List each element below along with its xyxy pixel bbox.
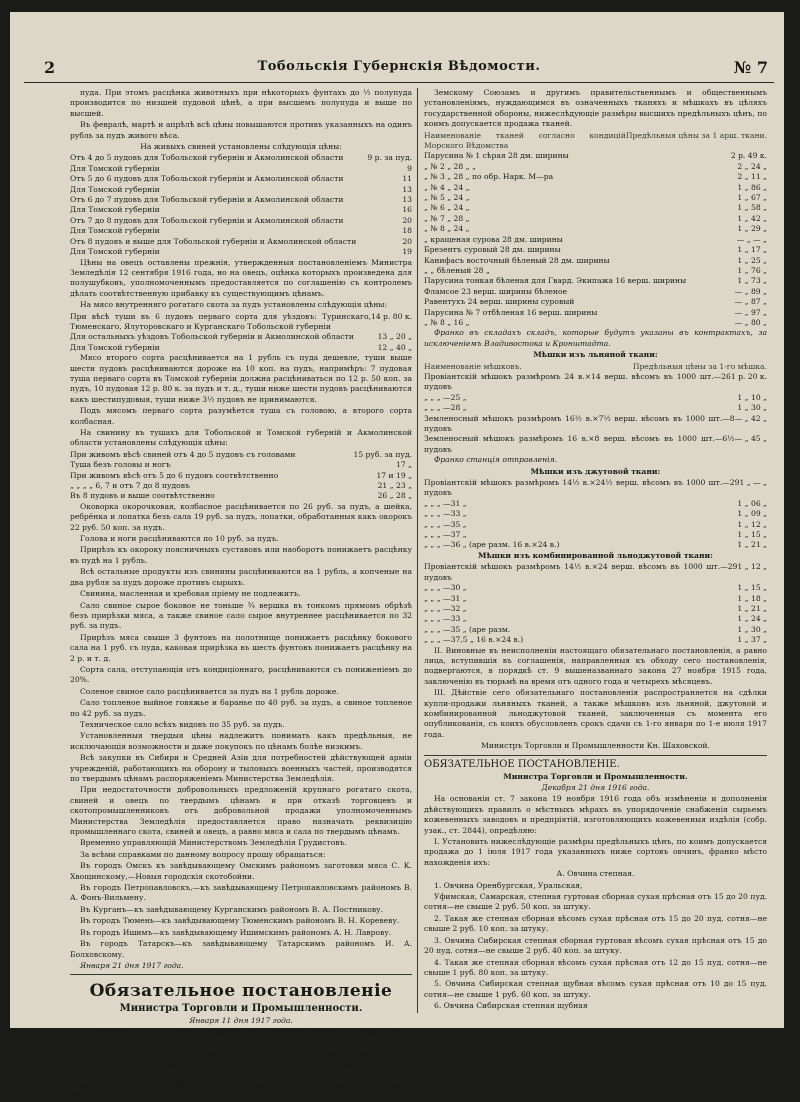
row-label: Отъ 7 до 8 пудовъ для Тобольской губерніи и Акмолинской области — [70, 215, 344, 225]
row-value: — „ 97 „ — [734, 307, 767, 317]
decree-subtitle: Министра Торговли и Промышленности. — [503, 771, 688, 781]
row-value: 18 — [402, 226, 412, 236]
table-row — [424, 245, 767, 255]
row-label: „ № 6 „ 24 „ — [424, 203, 470, 213]
table-row — [424, 183, 767, 193]
paragraph: Техническое сало всѣхъ видовъ по 35 руб. за пудъ. — [80, 719, 285, 729]
row-label: Для Томской губерніи — [70, 342, 160, 352]
row-label: „ „ „ —33 „ — [424, 614, 467, 624]
row-label: „ № 8 „ 16 „ — [424, 317, 470, 327]
row-label: Отъ 4 до 5 пудовъ для Тобольской губерніи и Акмолинской области — [70, 153, 344, 163]
row-label: Провіантскій мѣшокъ размѣромъ 14½ в.×24½ верш. вѣсомъ въ 1000 шт.—29 пудовъ — [424, 478, 740, 498]
row-value: 1 „ 10 „ — [737, 392, 767, 402]
paragraph: На мясо внутренняго рогатаго скота за пудъ установлены слѣдующія цѣны: — [80, 300, 388, 310]
row-label: „ „ „ —31 „ — [424, 498, 467, 508]
table-row — [424, 530, 767, 540]
section-heading: На живыхъ свиней установлены слѣдующія цѣны: — [140, 142, 342, 152]
row-value: 13 — [402, 195, 412, 205]
paragraph: I. Установить въ отношеніи нижеслѣдующихъ поставокъ нижепоименованныхъ льняныхъ тканей, а также мѣшковъ изъ льняной, джутовой и комбинированной льнодджутовой тканей Военному и Морскому Вѣдомствамъ, Министерству Земледѣлія, Военно-Промышленнымъ Комитетамъ, Россійскому Обществу Краснаго Креста, Всероссійскимъ Городскому и — [70, 1049, 412, 1101]
table-row — [70, 481, 412, 491]
row-label: Провіантскій мѣшокъ размѣромъ 24 в.×14 верш. вѣсомъ въ 1000 шт.—26 пудовъ — [424, 371, 731, 392]
row-value: 1 „ 42 „ — [737, 213, 767, 223]
table-row — [424, 172, 767, 182]
row-value: 12 „ 40 „ — [377, 342, 412, 352]
row-value: 1 „ 30 „ — [737, 403, 767, 413]
paragraph: Свинина, масленная и хребовая пріему не подлежитъ. — [80, 589, 301, 599]
section-heading: Мѣшки изъ комбинированной льноджутовой ткани: — [478, 550, 713, 560]
table-row — [424, 509, 767, 519]
pig-price-table — [70, 153, 412, 257]
row-label: Брезентъ суровый 28 дм. ширины — [424, 245, 561, 255]
row-label: Для Томской губерніи — [70, 163, 160, 173]
fabric-table-header — [424, 131, 767, 152]
row-label: Для Томской губерніи — [70, 184, 160, 194]
table-row — [70, 450, 412, 460]
column-header: Предѣльныя цѣны за 1 арш. ткани. — [625, 130, 767, 140]
table-row — [70, 216, 412, 226]
row-label: Отъ 6 до 7 пудовъ для Тобольской губерніи и Акмолинской области — [70, 195, 344, 205]
row-label: При живомъ вѣсѣ свиней отъ 4 до 5 пудовъ съ головами — [70, 449, 296, 459]
table-row — [424, 562, 767, 583]
row-label: „ „ бѣленый 28 „ — [424, 265, 490, 275]
row-value: — „ 89 „ — [734, 286, 767, 296]
paragraph: Оковорка окорочковая, колбасное расцѣнивается по 26 руб. за пудъ, а шейка, ребрёнка и лопатка безъ сала 19 руб. за пудъ, лопатки, обработанныя какъ окорокъ 22 руб. 50 коп. за пудъ. — [70, 501, 412, 532]
side-note: Франко станція отправленія. — [434, 455, 558, 465]
row-label: Отъ 8 пудовъ и выше для Тобольской губерніи и Акмолинской области — [70, 236, 357, 246]
table-row — [424, 614, 767, 624]
row-label: „ № 4 „ 24 „ — [424, 182, 470, 192]
left-column — [70, 88, 412, 1101]
date-line: Января 21 дня 1917 года. — [80, 960, 184, 970]
row-label: Провіантскій мѣшокъ размѣромъ 14½ в.×24 верш. вѣсомъ въ 1000 шт.—29 пудовъ — [424, 562, 738, 582]
table-row — [424, 635, 767, 645]
row-value: 1 „ 15 „ — [737, 530, 767, 540]
row-value: 1 „ 06 „ — [737, 498, 767, 508]
paragraph: 3. Овчина Сибирская степная сборная гуртовая вѣсомъ сухая прѣсная отъ 15 до 20 пуд. сотня—не свыше 2 руб. 40 коп. за штуку. — [424, 935, 767, 956]
paragraph: За всѣми справками по данному вопросу прошу обращаться: — [80, 849, 326, 859]
paragraph: Въ городъ Омскъ къ завѣдывающему Омскимъ райономъ заготовки мяса С. К. Хвощинскому,—Новыя городскія скотобойни. — [70, 861, 412, 881]
table-row — [424, 193, 767, 203]
row-value: — „ 42 „ — [734, 413, 767, 423]
table-row — [70, 343, 412, 353]
table-row — [424, 297, 767, 307]
row-value: 1 „ 76 „ — [737, 265, 767, 275]
paragraph: 2. Такая же степная сборная вѣсомъ сухая прѣсная отъ 15 до 20 пуд. сотня—не свыше 2 руб. 10 коп. за штуку. — [424, 913, 767, 934]
row-value: 17 „ — [395, 460, 412, 470]
row-value: 2 „ 24 „ — [737, 161, 767, 171]
table-row — [424, 224, 767, 234]
row-value: 1 „ 24 „ — [737, 614, 767, 624]
row-label: Земленосный мѣшокъ размѣромъ 16½ в.×7½ верш. вѣсомъ въ 1000 шт.—8 пудовъ — [424, 413, 735, 433]
paragraph: Въ Курганъ—къ завѣдывающему Курганскимъ райономъ В. А. Постникову. — [80, 904, 384, 914]
row-value: 1 „ 15 „ — [737, 583, 767, 593]
row-label: Парусина № 7 отбѣленая 16 верш. ширины — [424, 307, 598, 317]
section-heading: Мѣшки изъ джутовой ткани: — [530, 466, 661, 476]
side-note: Франко въ складахъ складъ, которые будутъ указаны въ контрактахъ, за исключеніемъ Владивостока и Кронштадта. — [424, 328, 767, 348]
row-label: „ „ „ —37,5 „ 16 в.×24 в.) — [424, 635, 524, 645]
decree-date: Января 11 дня 1917 года. — [189, 1016, 293, 1026]
table-row — [424, 372, 767, 393]
signature: Министръ Торговли и Промышленности Кн. Шаховской. — [481, 741, 710, 751]
row-label: Равентухъ 24 верш. ширины суровый — [424, 297, 575, 307]
row-label: Парусина № 1 сѣрая 28 дм. ширины — [424, 151, 569, 161]
row-value: 9 — [407, 163, 412, 173]
paragraph: Соленое свиное сало расцѣнивается за пудъ на 1 рубль дороже. — [80, 686, 339, 696]
row-label: Для Томской губерніи — [70, 205, 160, 215]
paragraph: Мясо второго сорта расцѣнивается на 1 рубль съ пуда дешевле, туши выше шести пудовъ расцѣниваются дороже на 10 коп. на пудъ, напримѣръ: 7 пудовая туша перваго сорта въ Томской губерніи должна расцѣниваться по 12 р. 50 коп. за пудъ, 10 пудовая 12 р. 80 к. за пудъ и т. д., туши ниже шести пудовъ расцѣниваются какъ шестипудовыя, туши ниже 3½ пудовъ не принимаются. — [70, 353, 412, 404]
paragraph: Въ городъ Петропавловскъ,—къ завѣдывающему Петропавловскимъ райономъ В. А. Фонъ-Вильмену. — [70, 883, 412, 903]
paragraph: 6. Овчина Сибирская степная щубная — [434, 1001, 588, 1011]
table-row — [424, 214, 767, 224]
decree-title: Обязательное постановленіе — [89, 981, 393, 1002]
paragraph: Установленныя твердыя цѣны надлежитъ понимать какъ предѣльныя, не исключающія возможности и даже покупокъ по цѣнамъ болѣе низкимъ. — [70, 731, 412, 751]
paragraph: Всѣ закупки въ Сибири и Средней Азіи для потребностей дѣйствующей арміи учрежденій, работающихъ на оборону и тыловыхъ военныхъ частей, производятся по твердымъ цѣнамъ распоряженіемъ Министерства Земледѣлія. — [70, 753, 412, 783]
row-value: 1 „ — „ — [739, 478, 767, 488]
table-row — [70, 247, 412, 257]
table-row — [424, 583, 767, 593]
divider — [70, 974, 412, 975]
column-divider — [417, 88, 418, 1013]
row-label: „ № 7 „ 28 „ — [424, 213, 470, 223]
row-value: 1 „ 30 „ — [737, 624, 767, 634]
table-row — [424, 604, 767, 614]
meat-price-table — [70, 312, 412, 354]
row-value: 20 — [402, 236, 412, 246]
table-row — [424, 478, 767, 499]
row-value: 1 „ 29 „ — [737, 224, 767, 234]
row-value: 14 р. 80 к. — [370, 311, 412, 321]
paragraph: Въ городъ Тюмень—къ завѣдывающему Тюменскимъ райономъ В. Н. Коревеву. — [80, 916, 400, 926]
row-label: „ „ „ —33 „ — [424, 509, 467, 519]
paragraph: Въ городъ Ишимъ—къ завѣдывающему Ишимскимъ райономъ А. Н. Лаврову. — [80, 927, 392, 937]
table-row — [424, 287, 767, 297]
paragraph: I. Установить нижеслѣдующіе размѣры предѣльныхъ цѣнъ, по коимъ допускается продажа до 1 іюля 1917 года указанныхъ ниже сортовъ овчинъ, франко мѣсто нахожденія ихъ: — [424, 837, 767, 867]
table-row — [424, 540, 767, 550]
table-row — [424, 151, 767, 161]
sack-table-header — [424, 362, 767, 372]
table-row — [70, 174, 412, 184]
row-label: „ „ „ —30 „ — [424, 583, 467, 593]
row-value: 1 „ 21 „ — [737, 540, 767, 550]
table-row — [70, 312, 412, 333]
row-label: Туша безъ головы и ногъ — [70, 460, 171, 470]
table-row — [424, 308, 767, 318]
row-label: „ „ „ —35 „ (аре разм. — [424, 624, 511, 634]
row-label: „ № 8 „ 24 „ — [424, 224, 470, 234]
paragraph: Въ городъ Татарскъ—къ завѣдывающему Татарскимъ райономъ И. А. Болховскому. — [70, 939, 412, 959]
row-label: „ „ „ —37 „ — [424, 530, 467, 540]
table-row — [424, 256, 767, 266]
row-value: 1 „ 18 „ — [737, 593, 767, 603]
row-label: „ кращеная сурова 28 дм. ширины — [424, 234, 563, 244]
paragraph: 5. Овчина Сибирская степная щубная вѣсомъ сухая прѣсная отъ 10 до 15 пуд. сотня—не свыше 1 руб. 60 коп. за штуку. — [424, 979, 767, 999]
column-header: Наименованіе тканей согласно кондицій Морского Вѣдомства — [424, 130, 626, 151]
row-value: 1 „ 12 „ — [737, 562, 767, 572]
paragraph: Цѣны на овецъ оставлены прежнія, утвержденныя постановленіемъ Министра Земледѣлія 12 сентября 1916 года, но на овецъ, оцѣнка которыхъ произведена для полушубковъ, уполномоченнымъ предоставляется по соглашенію съ контролемъ дѣлать соотвѣтственную прибавку къ существующимъ цѣнамъ. — [70, 257, 412, 298]
table-row — [424, 414, 767, 435]
row-value: 16 — [402, 205, 412, 215]
paragraph: На основаніи ст. 7 закона 27 ноября 1915 года объ учрежденіи комитета по дѣламъ льняной и джутовой промышленности (собр. узак., ст. 2702), опредѣляю: — [70, 1027, 412, 1048]
row-value: — „ — „ — [736, 234, 767, 244]
row-value: — „ 80 „ — [734, 317, 767, 327]
table-row — [70, 332, 412, 342]
row-value: 15 руб. за пуд. — [353, 449, 412, 459]
table-row — [424, 203, 767, 213]
paragraph: При недостаточности добровольныхъ предложеній крупнаго рогатаго скота, свиней и овецъ по твердымъ цѣнамъ и при отказѣ торговцевъ и скотопромышленниковъ отъ добровольной продажи уполномоченнымъ Министерства Земледѣлія предоставляется право назначать реквизицію промышленнаго скота, свиней и овецъ, а равно мяса и сала по твердымъ цѣнамъ. — [70, 785, 412, 837]
paragraph: Всѣ остальные продукты изъ свинины расцѣниваются на 1 рубль, а копченые на два рубля за пудъ дороже противъ сырыхъ. — [70, 567, 412, 587]
row-label: „ № 3 „ 28 „ по обр. Нарк. М—ра — [424, 172, 554, 182]
paragraph: На основаніи ст. 7 закона 19 ноября 1916 года объ измѣненіи и дополненіи дѣйствующихъ правилъ о мѣстныхъ мѣрахъ въ упорядоченіе снабженія сырьемъ кожевенныхъ заводовъ и предпріятій, изготовляющихъ кожевенныя издѣлія (собр. узак., ст. 2844), опредѣляю: — [424, 794, 767, 835]
row-value: 1 „ 21 „ — [737, 603, 767, 613]
paragraph: Сорта сала, отступающія отъ кондиціоннаго, расцѣниваются съ пониженіемъ до 20%. — [70, 664, 412, 685]
table-row — [70, 153, 412, 163]
row-value: 9 р. за пуд. — [367, 153, 412, 163]
row-label: Для Томской губерніи — [70, 247, 160, 257]
pork-price-table — [70, 450, 412, 502]
column-header: Наименованіе мѣшковъ. — [424, 361, 522, 371]
row-value: 1 р. 20 к. — [730, 371, 767, 381]
decree-date: Декабря 21 дня 1916 года. — [541, 783, 650, 792]
table-row — [70, 185, 412, 195]
issue-number: № 7 — [733, 58, 768, 77]
table-row — [70, 491, 412, 501]
table-row — [424, 162, 767, 172]
row-label: „ „ „ —28 „ — [424, 403, 467, 413]
decree-title: ОБЯЗАТЕЛЬНОЕ ПОСТАНОВЛЕНІЕ. — [424, 758, 620, 770]
paragraph: Сало свиное сырое боковое не тоньше ¾ вершка въ тонкомъ прямомъ обрѣзѣ безъ прирѣзки мяса, а также свиное сало сырое внутреннее расцѣнивается по 32 руб. за пудъ. — [70, 600, 412, 631]
row-value: 1 „ 86 „ — [737, 182, 767, 192]
row-value: 1 „ 37 „ — [737, 635, 767, 645]
row-label: Парусина тонкая бѣленая для Гвард. Экипажа 16 верш. ширины — [424, 276, 687, 286]
row-value: 1 „ 12 „ — [737, 519, 767, 529]
row-value: 13 „ 20 „ — [377, 332, 412, 342]
row-value: 2 р. 49 к. — [730, 151, 767, 161]
paragraph: А. Овчина степная. — [556, 869, 635, 879]
flax-sack-table — [424, 372, 767, 455]
combo-sack-table — [424, 562, 767, 645]
row-value: 1 „ 09 „ — [737, 509, 767, 519]
row-value: 1 „ 25 „ — [737, 255, 767, 265]
table-row — [424, 276, 767, 286]
row-value: 11 — [402, 174, 412, 184]
table-row — [424, 520, 767, 530]
row-label: „ „ „ —35 „ — [424, 519, 467, 529]
table-row — [424, 266, 767, 276]
table-row — [424, 235, 767, 245]
row-label: „ № 5 „ 24 „ — [424, 193, 470, 203]
paragraph: 1. Овчина Оренбургская, Уральская, — [434, 880, 583, 890]
row-label: Для остальныхъ уѣздовъ Тобольской губерніи и Акмолинской области — [70, 332, 354, 342]
row-value: — „ 45 „ — [734, 434, 767, 444]
row-label: „ „ „ „ 6, 7 и отъ 7 до 8 пудовъ — [70, 481, 190, 491]
row-label: При вѣсѣ туши въ 6 пудовъ перваго сорта для уѣздовъ: Туринскаго, Тюменскаго, Ялуторовскаго и Курганскаго Тобольской губерніи — [70, 311, 371, 331]
page-number: 2 — [44, 58, 56, 77]
row-value: 13 — [402, 184, 412, 194]
newspaper-title: Тобольскія Губернскія Вѣдомости. — [257, 59, 541, 74]
row-label: „ „ „ —32 „ — [424, 603, 467, 613]
row-value: 1 „ 58 „ — [737, 203, 767, 213]
row-label: Канифасъ восточный бѣленый 28 дм. ширины — [424, 255, 610, 265]
newspaper-page — [10, 12, 784, 1101]
table-row — [424, 403, 767, 413]
paragraph: Подъ мясомъ перваго сорта разумѣется туша съ головою, а второго сорта колбасная. — [70, 406, 412, 426]
row-label: „ № 2 „ 28 „ „ — [424, 161, 476, 171]
row-value: — „ 87 „ — [734, 297, 767, 307]
paragraph: 4. Такая же степная сборная вѣсомъ сухая прѣсная отъ 12 до 15 пуд. сотня—не свыше 1 руб. 80 коп. за штуку. — [424, 957, 767, 977]
row-value: 1 „ 73 „ — [737, 276, 767, 286]
paragraph: На свинину въ тушахъ для Тобольской и Томской губерній и Акмолинской области установлены слѣдующія цѣны: — [70, 428, 412, 448]
table-row — [424, 625, 767, 635]
table-row — [424, 318, 767, 328]
row-label: Земленосный мѣшокъ размѣромъ 16 в.×8 верш. вѣсомъ въ 1000 шт.—6½ пудовъ — [424, 434, 735, 454]
paragraph: Прирѣзъ мяса свыше 3 фунтовъ на полотнище понижаетъ расцѣнку бокового сала на 1 руб. съ пуда, каковая прирѣзка въ шесть фунтовъ понижаетъ расцѣнку на 2 р. и т. д. — [70, 632, 412, 663]
row-value: 2 „ 11 „ — [737, 172, 767, 182]
table-row — [424, 594, 767, 604]
paragraph: Сало топленое выйное говяжье и баранье по 40 руб. за пудъ, а свиное топленое по 42 руб. за пудъ. — [70, 698, 412, 718]
paragraph: Въ февралѣ, мартѣ и апрѣлѣ всѣ цѣны повышаются противъ указанныхъ на одинъ рубль за пудъ живого вѣса. — [70, 120, 412, 140]
row-value: 26 „ 28 „ — [377, 491, 412, 501]
column-header: Предѣльныя цѣны за 1-го мѣшка. — [632, 361, 767, 371]
row-value: 1 „ 67 „ — [737, 193, 767, 203]
row-label: Въ 8 пудовъ и выше соотвѣтственно — [70, 491, 215, 501]
decree-subtitle: Министра Торговли и Промышленности. — [119, 1003, 363, 1015]
paragraph: Голова и ноги расцѣниваются по 10 руб. за пудъ. — [80, 534, 279, 544]
table-row — [70, 237, 412, 247]
paragraph: Прирѣзъ къ окороку поясничныхъ суставовъ или наоборотъ понижаетъ расцѣнку въ пудѣ на 1 рубль. — [70, 545, 412, 565]
paragraph: Временно управляющій Министерствомъ Земледѣлія Грудистовъ. — [80, 838, 347, 848]
row-value: 1 „ 17 „ — [737, 245, 767, 255]
row-value: 21 „ 23 „ — [377, 481, 412, 491]
paragraph: Уфимская, Самарская, степная гуртовая сборная сухая прѣсная отъ 15 до 20 пуд. сотня—не свыше 2 руб. 50 коп. за штуку. — [424, 892, 767, 912]
section-heading: Мѣшки изъ льняной ткани: — [533, 350, 658, 360]
row-value: 17 и 19 „ — [376, 470, 412, 480]
table-row — [424, 393, 767, 403]
row-label: „ „ „ —25 „ — [424, 392, 467, 402]
table-row — [424, 499, 767, 509]
jute-sack-table — [424, 478, 767, 551]
row-label: Отъ 5 до 6 пудовъ для Тобольской губерніи и Акмолинской области — [70, 174, 344, 184]
fabric-price-table — [424, 151, 767, 328]
divider — [424, 755, 767, 756]
row-label: При живомъ вѣсѣ отъ 5 до 6 пудовъ соотвѣтственно — [70, 470, 279, 480]
paragraph: пуда. При этомъ расцѣнка животныхъ при нѣкоторыхъ фунтахъ до ½ полупуда производится по низшей пудовой цѣнѣ, а при высшемъ полупуда и выше по высшей. — [70, 88, 412, 118]
paragraph: Земскому Союзамъ и другимъ правительственнымъ и общественнымъ установленіямъ, нуждающимся въ означенныхъ тканяхъ и мѣшкахъ въ цѣляхъ государственной обороны, нижеслѣдующіе размѣры высшихъ предѣльныхъ цѣнъ, по коимъ допускается продажа тканей. — [424, 88, 767, 129]
paragraph: II. Виновные въ неисполненіи настоящаго обязательнаго постановленія, а равно лица, вступившія въ соглашенія, направленныя къ обходу сего постановленія, подвергаются, в порядкѣ ст. 9 вышеназваннаго закона 27 ноября 1915 года, заключенію въ тюрьмѣ на время отъ одного года и четырехъ мѣсяцевъ. — [424, 645, 767, 686]
row-label: „ „ „ —31 „ — [424, 593, 467, 603]
table-row — [70, 226, 412, 236]
table-row — [70, 164, 412, 174]
table-row — [424, 434, 767, 455]
right-column — [424, 88, 767, 1018]
row-value: 19 — [402, 247, 412, 257]
paragraph: III. Дѣйствіе сего обязательнаго постановленія распространяется на сдѣлки купли-продажи льняныхъ тканей, а также мѣшковъ изъ льняной, джутовой и комбинированной льноджутовой тканей, заключенныя съ момента его опубликованія, съ коихъ обусловленъ срокъ сдачи съ 1-го января по 1-е июля 1917 года. — [424, 688, 767, 739]
row-label: Для Томской губерніи — [70, 226, 160, 236]
row-value: 20 — [402, 215, 412, 225]
row-label: Фламсое 23 верш. ширины бѣленое — [424, 286, 568, 296]
table-row — [70, 205, 412, 215]
table-row — [70, 195, 412, 205]
table-row — [70, 471, 412, 481]
table-row — [70, 460, 412, 470]
row-label: „ „ „ —36 „ (аре разм. 16 в.×24 в.) — [424, 540, 560, 550]
page-header — [24, 56, 774, 83]
